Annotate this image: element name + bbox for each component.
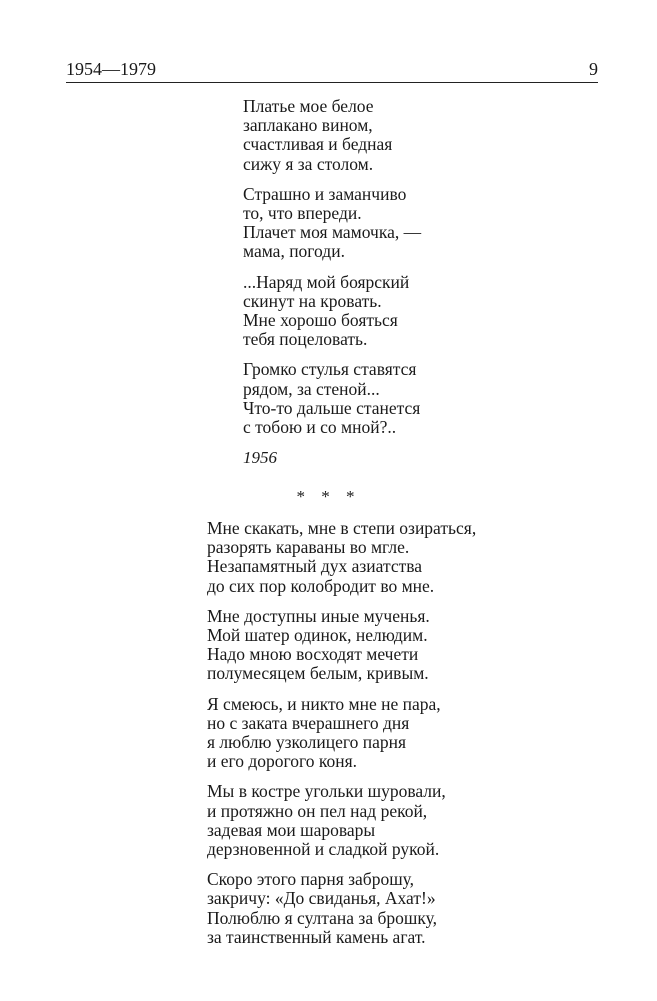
poem-1: [243, 97, 421, 467]
poem-1-stanza-2: [243, 185, 421, 262]
poem-line: то, что впереди.: [243, 203, 362, 224]
poem-line: Громко стулья ставятся: [243, 359, 417, 380]
poem-1-stanza-4: [243, 360, 421, 437]
header-years: 1954—1979: [66, 59, 156, 79]
poem-1-date: 1956: [243, 448, 277, 468]
poem-line: Незапамятный дух азиатства: [207, 556, 423, 577]
poem-line: полумесяцем белым, кривым.: [207, 663, 429, 684]
poem-1-stanza-1: [243, 97, 421, 174]
poem-line: рядом, за стеной...: [243, 378, 380, 399]
poem-line: Платье мое белое: [243, 96, 374, 116]
page-number: 9: [589, 59, 598, 79]
poem-line: Мне хорошо бояться: [243, 310, 398, 331]
poem-line: но с заката вчерашнего дня: [207, 712, 410, 733]
poem-2-stanza-4: [207, 782, 476, 859]
poem-line: Мой шатер одинок, нелюдим.: [207, 625, 428, 646]
section-separator: * * *: [296, 487, 361, 506]
poem-line: Надо мною восходят мечети: [207, 644, 419, 665]
poem-2-stanza-5: [207, 870, 476, 947]
poem-line: я люблю узколицего парня: [207, 732, 407, 753]
poem-line: дерзновенной и сладкой рукой.: [207, 839, 440, 860]
poem-line: закричу: «До свиданья, Ахат!»: [207, 888, 436, 909]
poem-line: счастливая и бедная: [243, 134, 393, 155]
poem-line: и протяжно он пел над рекой,: [207, 800, 428, 821]
poem-line: и его дорогого коня.: [207, 751, 358, 772]
poem-line: скинут на кровать.: [243, 290, 382, 311]
poem-line: Плачет моя мамочка, —: [243, 222, 422, 243]
poem-line: заплакано вином,: [243, 115, 373, 136]
poem-2: [207, 519, 476, 958]
header-rule: [66, 82, 598, 83]
poem-line: Что-то дальше станется: [243, 397, 421, 418]
poem-2-stanza-2: [207, 607, 476, 684]
poem-line: за таинственный камень агат.: [207, 926, 426, 947]
poem-line: Мы в костре угольки шуровали,: [207, 781, 446, 802]
poem-line: Страшно и заманчиво: [243, 183, 407, 204]
poem-line: ...Наряд мой боярский: [243, 271, 410, 292]
running-header: [66, 58, 598, 80]
poem-2-stanza-1: [207, 519, 476, 596]
poem-line: Я смеюсь, и никто мне не пара,: [207, 693, 441, 714]
poem-line: Мне доступны иные мученья.: [207, 605, 430, 626]
poem-line: задевая мои шаровары: [207, 819, 376, 840]
poem-line: разорять караваны во мгле.: [207, 537, 410, 558]
poem-line: сижу я за столом.: [243, 153, 374, 174]
poem-2-stanza-3: [207, 695, 476, 772]
poem-line: Скоро этого парня заброшу,: [207, 869, 415, 890]
poem-line: мама, погоди.: [243, 241, 345, 262]
poem-line: с тобою и со мной?..: [243, 417, 397, 438]
poem-line: тебя поцеловать.: [243, 329, 368, 350]
poem-line: Мне скакать, мне в степи озираться,: [207, 518, 477, 538]
poem-line: Полюблю я султана за брошку,: [207, 907, 437, 928]
poem-line: до сих пор колобродит во мне.: [207, 575, 435, 596]
poem-1-stanza-3: [243, 273, 421, 350]
